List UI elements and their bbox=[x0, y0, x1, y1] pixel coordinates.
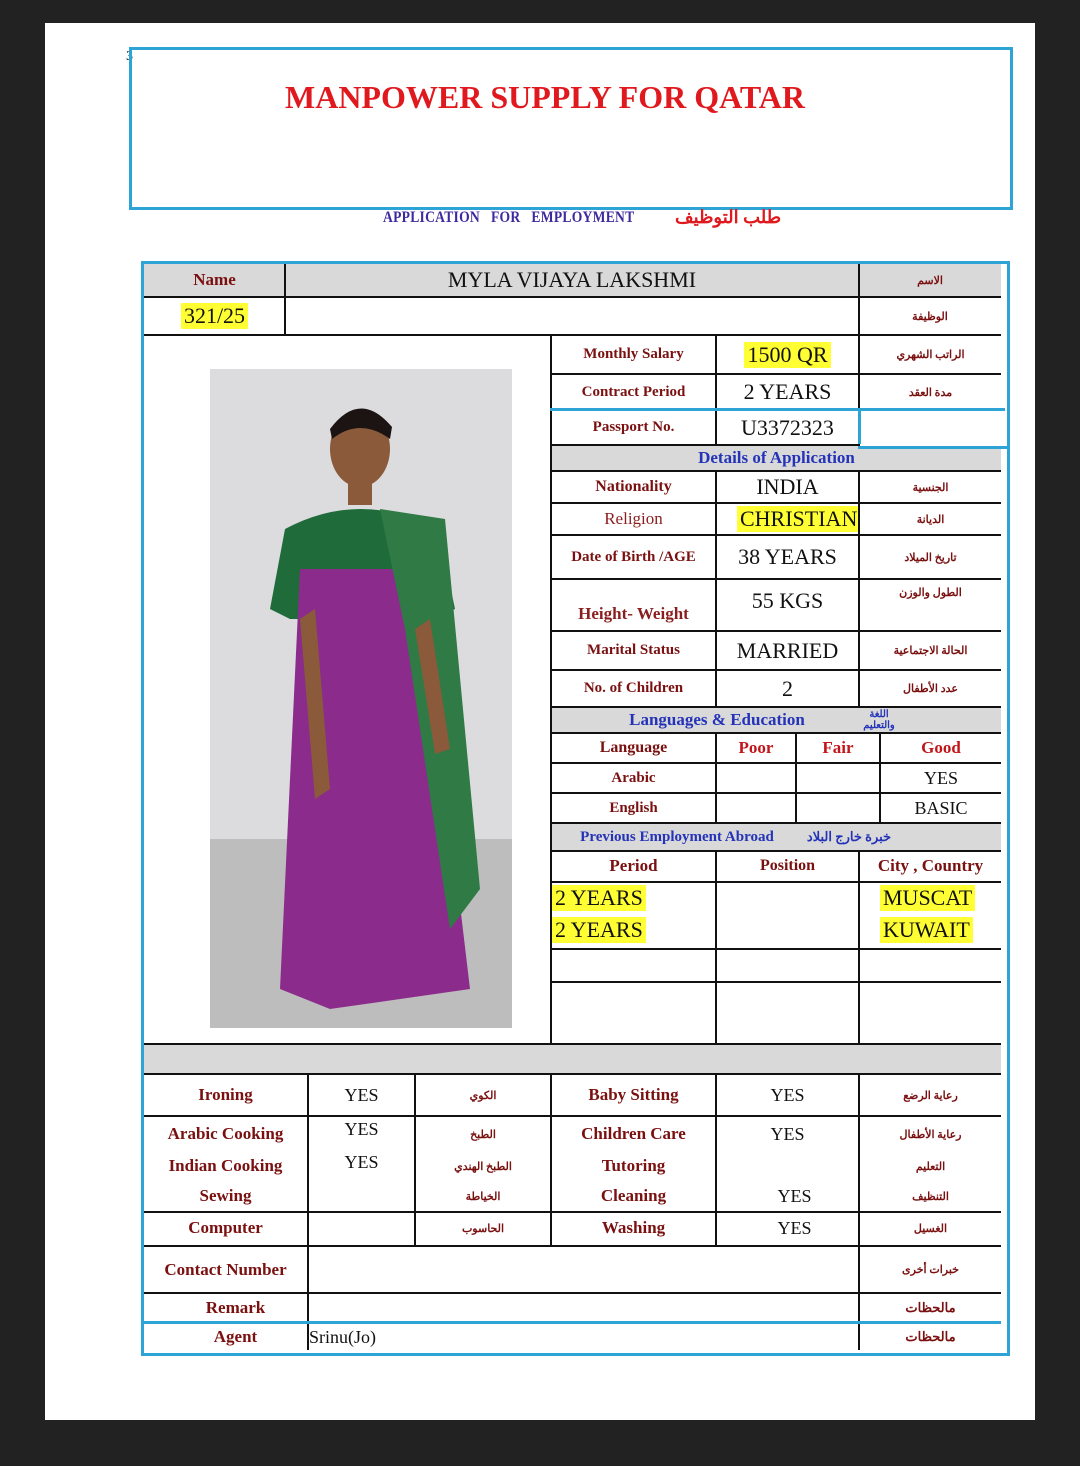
nationality-value: INDIA bbox=[756, 474, 819, 499]
skill-label: Arabic Cooking bbox=[167, 1124, 284, 1143]
employment-header: Previous Employment Abroad bbox=[580, 828, 774, 845]
page-title: MANPOWER SUPPLY FOR QATAR bbox=[285, 79, 805, 115]
agent-arabic: مالحظات bbox=[905, 1329, 956, 1344]
skill-arabic: الغسيل bbox=[913, 1222, 948, 1235]
passport-label: Passport No. bbox=[592, 419, 675, 435]
children-label: No. of Children bbox=[583, 680, 684, 696]
skill-value: YES bbox=[770, 1123, 805, 1144]
skill-value: YES bbox=[344, 1118, 379, 1139]
application-form bbox=[141, 261, 1010, 1356]
lang-col-fair: Fair bbox=[822, 738, 854, 757]
dob-arabic: تاريخ الميلاد bbox=[904, 551, 957, 564]
skill-arabic: الطبخ الهندي bbox=[454, 1160, 512, 1173]
emp-row-period: 2 YEARS bbox=[552, 885, 646, 911]
ref-number-cell bbox=[144, 298, 285, 334]
page-marker: 3 bbox=[126, 49, 133, 64]
skill-arabic: الحاسوب bbox=[461, 1222, 505, 1235]
document-page bbox=[45, 23, 1035, 1420]
religion-label: Religion bbox=[604, 509, 663, 528]
marital-label: Marital Status bbox=[587, 642, 680, 658]
skill-label: Tutoring bbox=[601, 1156, 666, 1175]
name-arabic: الاسم bbox=[917, 274, 943, 287]
marital-arabic: الحالة الاجتماعية bbox=[893, 645, 968, 657]
skill-label: Baby Sitting bbox=[588, 1085, 679, 1104]
dob-value: 38 YEARS bbox=[738, 544, 837, 569]
name-label: Name bbox=[193, 270, 236, 289]
emp-row-city: MUSCAT bbox=[880, 885, 975, 911]
height-weight-label: Height- Weight bbox=[578, 604, 689, 623]
ref-number: 321/25 bbox=[181, 303, 248, 329]
skill-label: Computer bbox=[188, 1218, 263, 1237]
children-arabic: عدد الأطفال bbox=[903, 683, 958, 695]
details-header: Details of Application bbox=[698, 448, 855, 467]
height-weight-value: 55 KGS bbox=[751, 588, 824, 613]
religion-cell bbox=[717, 504, 858, 534]
skill-arabic: الكوي bbox=[469, 1089, 497, 1102]
lang-col-language: Language bbox=[599, 739, 668, 756]
nationality-label: Nationality bbox=[595, 478, 672, 495]
contract-label: Contract Period bbox=[581, 383, 686, 400]
applicant-photo bbox=[210, 369, 512, 1028]
religion-arabic: الديانة bbox=[916, 513, 945, 526]
skill-value: YES bbox=[344, 1084, 379, 1105]
name-value: MYLA VIJAYA LAKSHMI bbox=[447, 267, 697, 292]
header-box bbox=[129, 47, 1013, 210]
skill-value: YES bbox=[770, 1084, 805, 1105]
nationality-arabic: الجنسية bbox=[912, 481, 949, 494]
lang-row-language: Arabic bbox=[611, 769, 656, 786]
skill-arabic: رعاية الرضع bbox=[903, 1089, 958, 1102]
subtitle-arabic: طلب التوظيف bbox=[675, 207, 782, 227]
emp-col-position: Position bbox=[759, 857, 816, 874]
marital-value: MARRIED bbox=[736, 637, 839, 663]
skill-label: Indian Cooking bbox=[168, 1156, 283, 1175]
skill-arabic: الطبخ bbox=[470, 1128, 496, 1141]
emp-col-city: City , Country bbox=[877, 856, 984, 875]
emp-row-city-cell bbox=[860, 883, 1001, 913]
separator-band bbox=[144, 1045, 1001, 1073]
height-weight-arabic: الطول والوزن bbox=[899, 586, 962, 599]
salary-cell bbox=[717, 336, 858, 373]
religion-value: CHRISTIAN bbox=[737, 506, 858, 532]
salary-label: Monthly Salary bbox=[583, 346, 684, 362]
contact-label: Contact Number bbox=[164, 1259, 287, 1279]
agent-label: Agent bbox=[213, 1327, 258, 1346]
dob-label: Date of Birth /AGE bbox=[571, 548, 696, 565]
lang-row-language: English bbox=[609, 799, 658, 816]
children-value: 2 bbox=[782, 675, 793, 701]
lang-row-good: YES bbox=[923, 767, 958, 788]
contact-arabic: خبرات أخرى bbox=[902, 1264, 959, 1276]
skill-arabic: التنظيف bbox=[912, 1190, 949, 1203]
agent-value: Srinu(Jo) bbox=[309, 1326, 376, 1347]
lang-col-good: Good bbox=[921, 738, 961, 757]
skill-label: Washing bbox=[601, 1218, 666, 1237]
remark-arabic: مالحظات bbox=[905, 1299, 956, 1315]
subtitle: APPLICATION FOR EMPLOYMENT bbox=[383, 209, 635, 226]
passport-value: U3372323 bbox=[741, 414, 834, 440]
skill-label: Ironing bbox=[198, 1085, 253, 1104]
skill-value: YES bbox=[344, 1151, 379, 1172]
emp-row-period: 2 YEARS bbox=[552, 917, 646, 943]
skill-label: Children Care bbox=[581, 1124, 686, 1143]
skill-value: YES bbox=[777, 1185, 812, 1206]
skill-arabic: الخياطة bbox=[465, 1190, 501, 1203]
skill-arabic: رعاية الأطفال bbox=[899, 1128, 962, 1141]
employment-header-arabic: خبرة خارج البلاد bbox=[806, 829, 892, 844]
contract-arabic: مدة العقد bbox=[908, 386, 953, 399]
skill-value: YES bbox=[777, 1217, 812, 1238]
emp-col-period: Period bbox=[609, 856, 658, 875]
lang-col-poor: Poor bbox=[738, 738, 774, 757]
ref-arabic: الوظيفة bbox=[912, 310, 948, 323]
skill-label: Cleaning bbox=[600, 1186, 667, 1205]
emp-row-city-cell bbox=[860, 915, 1001, 945]
emp-row-period-cell bbox=[552, 915, 715, 945]
remark-label: Remark bbox=[205, 1297, 266, 1317]
salary-arabic: الراتب الشهري bbox=[896, 349, 965, 361]
languages-header-arabic: اللغة والتعليم bbox=[863, 709, 895, 731]
emp-row-period-cell bbox=[552, 883, 715, 913]
skill-label: Sewing bbox=[199, 1186, 252, 1205]
contract-value: 2 YEARS bbox=[743, 379, 832, 404]
languages-header: Languages & Education bbox=[629, 710, 805, 729]
lang-row-good: BASIC bbox=[914, 797, 968, 818]
salary-value: 1500 QR bbox=[744, 342, 830, 368]
skill-arabic: التعليم bbox=[915, 1160, 946, 1173]
emp-row-city: KUWAIT bbox=[880, 917, 973, 943]
